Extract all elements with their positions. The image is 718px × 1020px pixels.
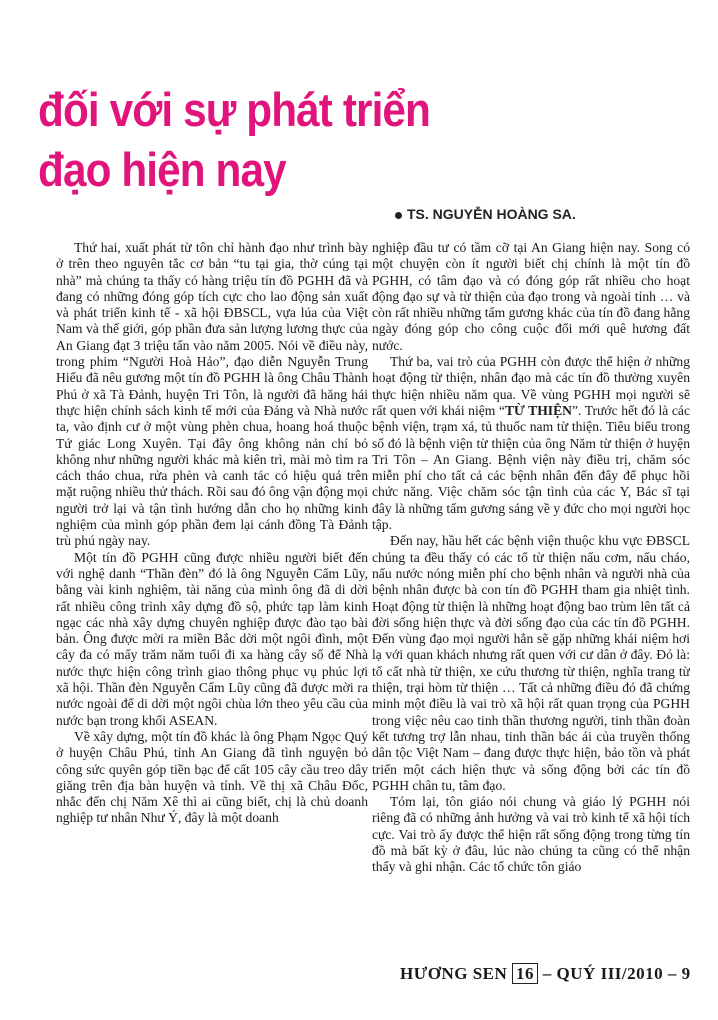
paragraph: Đến nay, hầu hết các bệnh viện thuộc khu vực ĐBSCL chúng ta đều thấy có các tổ từ thiện nấu cơm, nấu cháo, nấu nước nóng miễn phí cho bệnh nhân và người nhà của bệnh nhân được bà con tín đồ PGHH tham gia nhiệt tình. Hoạt động từ thiện là những hoạt động bao trùm lên tất cả đời sống hiện thực và đời sống đạo của các tín đồ PGHH. Đến vùng đạo mọi người hẳn sẽ gặp những khái niệm hơi lạ với quan khách nhưng rất quen với cư dân ở đây. Đó là: tổ cất nhà từ thiện, xe cứu thương từ thiện, nghĩa trang từ thiện, trại hòm từ thiện … Tất cả những điều đó đã chứng minh một điều là vai trò xã hội rất quan trọng của PGHH trong việc nêu cao tinh thần thương người, tinh thần đoàn kết tương trợ lẫn nhau, tinh thần bác ái của truyền thống dân tộc Việt Nam – đang được thực hiện, bảo tồn và phát triển một cách hiện thực và sống động bởi các tín đồ PGHH chân tu, tâm đạo. <box>372 533 690 793</box>
paragraph <box>372 354 690 533</box>
footer-separator: – <box>542 964 552 983</box>
issue-number: 16 <box>512 963 538 984</box>
page-number: 9 <box>681 964 691 983</box>
paragraph: Thứ hai, xuất phát từ tôn chỉ hành đạo như trình bày ở trên theo nguyên tắc cơ bản “tu tại gia, thờ cúng tại nhà” mà chúng ta thấy có hàng triệu tín đồ PGHH đã và đang có những đóng góp tích cực cho lao động sản xuất và phát triển kinh tế - xã hội ĐBSCL, vựa lúa của Việt Nam và thế giới, góp phần đưa sản lượng lương thực của An Giang đạt 3 triệu tấn vào năm 2005. Nói về điều này, trong phim “Người Hoà Hảo”, đạo diễn Nguyễn Trung Hiếu đã nêu gương một tín đồ PGHH là ông Châu Thành Phú ở xã Tà Đảnh, huyện Tri Tôn, là người đã hăng hái thực hiện chính sách kinh tế mới của Đảng và Nhà nước ta, vào định cư ở một vùng phèn chua, hoang hoá thuộc Tứ giác Long Xuyên. Tại đây ông không nản chí bỏ không như những người khác mà kiên trì, mài mò tìm ra cách tháo chua, rửa phèn và canh tác có hiệu quả trên mặt ruộng nhiều thử thách. Rồi sau đó ông vận động mọi người trở lại và tận tình hướng dẫn cho họ những kinh nghiệm của mình góp phần đem lại cánh đồng Tà Đảnh trù phú ngày nay. <box>56 240 368 549</box>
paragraph: nghiệp đầu tư có tầm cỡ tại An Giang hiện nay. Song có một chuyện còn ít người biết chị chính là một tín đồ PGHH, có tâm đạo và có đóng góp rất nhiều cho hoạt động đạo sự và từ thiện của đạo trong và ngoài tỉnh … và còn rất nhiều những tấm gương khác của tín đồ đang hằng ngày đóng góp cho công cuộc đổi mới quê hương đất nước. <box>372 240 690 353</box>
author-name: TS. NGUYỄN HOÀNG SA. <box>407 206 576 222</box>
paragraph: Về xây dựng, một tín đồ khác là ông Phạm Ngọc Quý ở huyện Châu Phú, tỉnh An Giang đã tình nguyện bỏ công sức quyên góp tiền bạc để cất 105 cây cầu treo dây giăng trên địa bàn huyện và tỉnh. Về thị xã Châu Đốc, nhắc đến chị Năm Xê thì ai cũng biết, chị là chủ doanh nghiệp tư nhân Như Ý, đây là một doanh <box>56 728 368 826</box>
page-footer <box>400 964 700 984</box>
emphasis-tu-thien: TỪ THIỆN <box>504 402 572 418</box>
article-title-line-2: đạo hiện nay <box>38 143 286 196</box>
footer-separator: – <box>667 964 677 983</box>
paragraph: Một tín đồ PGHH cũng được nhiều người biết đến với nghệ danh “Thần đèn” đó là ông Nguyễn Cẩm Lũy, bằng vài kinh nghiệm, tài năng của mình ông đã di dời rất nhiều công trình xây dựng đồ sộ, phức tạp làm kinh ngạc các nhà xây dựng chuyên nghiệp được đào tạo bài bản. Ông được mời ra miền Bắc dời một ngôi đình, một cây đa có mấy trăm năm tuổi đi xa hàng cây số để Nhà nước thực hiện công trình giao thông phục vụ phúc lợi xã hội. Thần đèn Nguyễn Cẩm Lũy cũng đã được mời ra nước ngoài để di dời một ngôi chùa lớn theo yêu cầu của nước bạn trong khối ASEAN. <box>56 549 368 728</box>
author-byline <box>395 206 576 222</box>
paragraph-text: Thứ ba, vai trò của PGHH còn được thể hiện ở những hoạt động từ thiện, nhân đạo mà các tín đồ thường xuyên thực hiện nhiều năm qua. Về vùng PGHH mọi người sẽ rất quen với khái niệm “ <box>372 354 690 418</box>
left-column <box>56 240 368 1000</box>
right-column <box>372 240 690 1018</box>
magazine-name: HƯƠNG SEN <box>400 964 508 983</box>
bullet-icon <box>395 212 402 219</box>
paragraph: Tóm lại, tôn giáo nói chung và giáo lý PGHH nói riêng đã có những ảnh hưởng và vai trò kinh tế xã hội tích cực. Vai trò ấy được thể hiện rất sống động trong từng tín đồ mà bất kỳ ở đâu, lúc nào chúng ta cũng có thể nhận thấy và ghi nhận. Các tổ chức tôn giáo <box>372 794 690 875</box>
paragraph-text: ”. Trước hết đó là các bệnh viện, trạm xá, tủ thuốc nam từ thiện. Tiêu biểu trong số đó là bệnh viện từ thiện của ông Năm từ thiện ở huyện Tri Tôn – An Giang. Bệnh viện này điều trị, chăm sóc miễn phí cho tất cả các bệnh nhân đến đây để phục hồi chức năng. Việc chăm sóc tận tình của các Y, Bác sĩ tại đây là những tấm gương sáng về y đức cho mọi người học tập. <box>372 402 690 533</box>
article-title-line-1: đối với sự phát triển <box>38 83 431 136</box>
issue-period: QUÝ III/2010 <box>556 964 664 983</box>
